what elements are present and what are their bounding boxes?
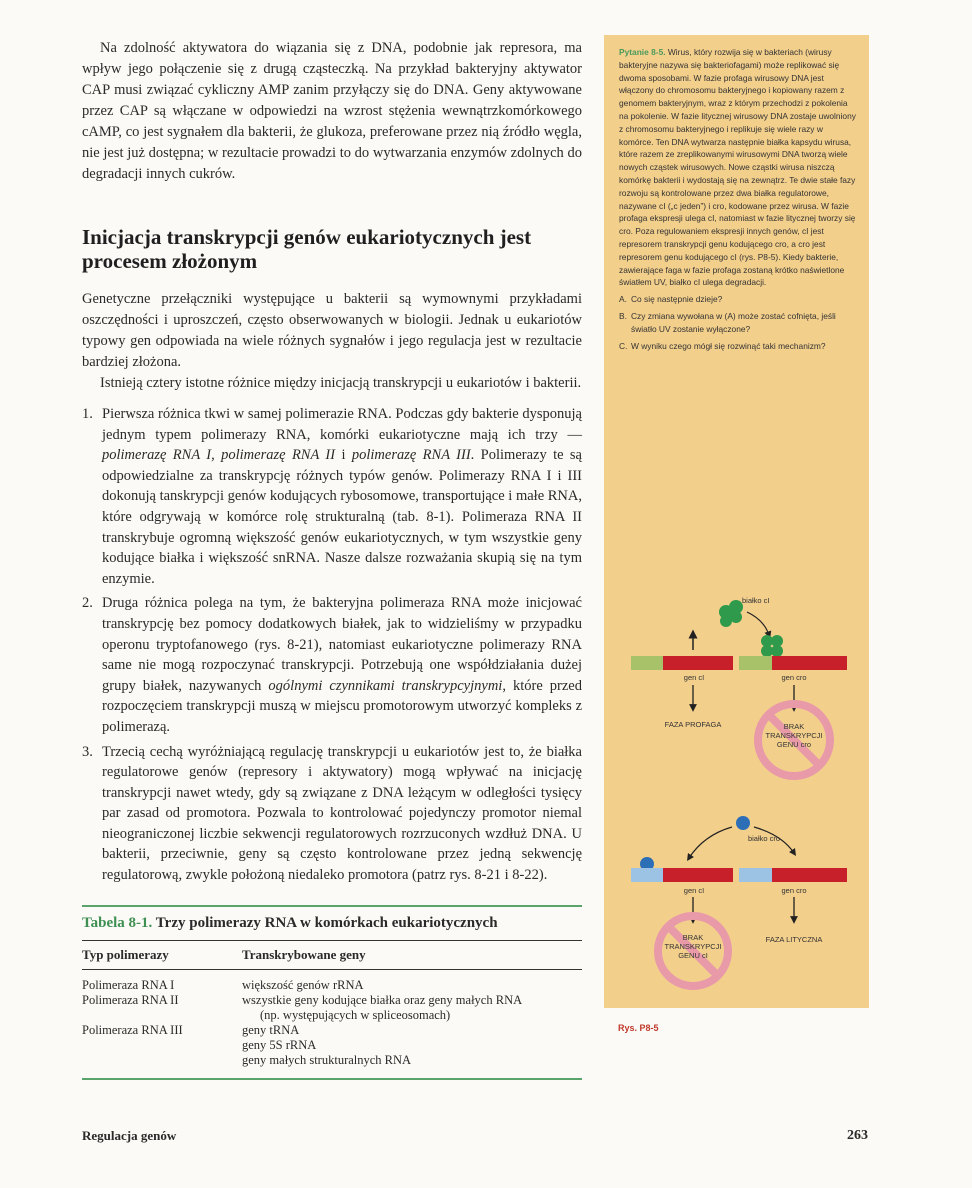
gene-ci-promoter-2 xyxy=(631,868,663,882)
label-gene-ci-2: gen cI xyxy=(683,886,705,895)
question-c: C. W wyniku czego mógł się rozwinąć taki mechanizm? xyxy=(619,340,826,351)
table-top-rule xyxy=(82,905,582,907)
figure-caption: Rys. P8-5 xyxy=(618,1023,659,1033)
table-caption xyxy=(82,915,582,932)
col-header-genes: Transkrybowane geny xyxy=(242,947,366,962)
question-body: Wirus, który rozwija się w bakteriach (wirusy bakteryjne nazywa się bakteriofagami) może replikować się dwoma sposobami. W fazie profaga wirusowy DNA jest włączony do chromosomu bakteryjnego i kopiowany razem z genomem bakteryjnym, wraz z którym przechodzi z pokolenia na pokolenie. W fazie litycznej wirusowy DNA zostaje uwolniony z chromosomu bakteryjnego i replikuje się wiele razy w komórce. Ten DNA wytwarza następnie białka kapsydu wirusa, które razem ze zreplikowanymi wirusowymi DNA tworzą wiele nowych cząstek wirusowych. Nowe cząstki wirusa niszczą komórkę bakterii i wydostają się na zewnątrz. Te dwie stałe fazy rozwoju są kontrolowane przez dwa białka regulatorowe, nazywane cI („c jeden”) i cro, kodowane przez wirusa. W fazie profaga ekspresji ulega cI, natomiast w fazie litycznej tworzy się cro. Poza regulowaniem ekspresji innych genów, cI jest represorem transkrypcji genu kodującego cro, a cro jest represorem genu kodującego cI (rys. P8-5). Kiedy bakterie, zawierające faga w fazie profaga zostaną krótko naświetlone światłem UV, białko cI ulega degradacji. xyxy=(619,47,856,288)
figure-p8-5 xyxy=(614,590,859,990)
question-b: B. Czy zmiana wywołana w (A) może zostać cofnięta, jeśli światło UV zostanie wyłączone? xyxy=(619,310,836,334)
protein-ci-bound xyxy=(761,635,783,657)
gene-cro-promoter-2 xyxy=(739,868,772,882)
table-title: Trzy polimerazy RNA w komórkach eukariotycznych xyxy=(155,915,498,931)
list-item: 2. Druga różnica polega na tym, że bakteryjna polimeraza RNA może inicjować transkrypcję bez pomocy dodatkowych białek, jak to widzieliśmy w przypadku operonu tryptofanowego (rys. 8-21), natomiast eukariotyczne polimerazy RNA same nie mogą rozpoczynać transkrypcji. Potrzebują one współdziałania dużej grupy białek, nazywanych ogólnymi czynnikami transkrypcyjnymi, które przed rozpoczęciem transkrypcji muszą w miejscu promotorowym utworzyć kompleks z polimerazą. xyxy=(82,595,582,735)
intro-paragraph: Na zdolność aktywatora do wiązania się z DNA, podobnie jak represora, ma wpływ jego połączenie się z drugą cząsteczką. Na przykład bakteryjny aktywator CAP musi związać cykliczny AMP zanim przyłączy się do DNA. Geny aktywowane przez CAP są włączane w odpowiedzi na wzrost stężenia wewnątrzkomórkowego cAMP, co jest sygnałem dla bakterii, że glukoza, preferowane przez nią źródło węgla, nie jest już dostępna; w rezultacie prowadzi to do wytwarzania enzymów zdolnych do degradacji innych cukrów. xyxy=(82,40,582,182)
protein-cro-free xyxy=(736,816,750,830)
protein-ci-free xyxy=(719,600,743,627)
col-header-type: Typ polimerazy xyxy=(82,947,169,962)
arrow-to-cro xyxy=(747,612,769,635)
label-gene-cro: gen cro xyxy=(781,673,807,682)
running-footer: Regulacja genów xyxy=(82,1128,177,1143)
label-protein-ci: białko cI xyxy=(742,596,770,605)
label-gene-cro-2: gen cro xyxy=(781,886,807,895)
label-phase-lytic: FAZA LITYCZNA xyxy=(765,935,823,944)
figure-diagram xyxy=(614,590,859,990)
polymerase-table xyxy=(82,905,582,1080)
question-title: Pytanie 8-5. xyxy=(619,47,666,57)
label-no-transcription-cro: BRAK TRANSKRYPCJI GENU cro xyxy=(765,722,823,749)
paragraph-1: Genetyczne przełączniki występujące u bakterii są wymownymi przykładami oszczędności i uproszczeń, często obserwowanych w biologii. Jednak u eukariotów typowy gen odpowiada na wiele różnych sygnałów i jego regulacja jest w rezultacie bardziej złożona. xyxy=(82,291,582,370)
dna-cro-2 xyxy=(772,868,847,882)
section-heading: Inicjacja transkrypcji genów eukariotycznych jest procesem złożonym xyxy=(82,225,532,273)
arrow-to-ci xyxy=(689,827,732,858)
list-item: 3. Trzecią cechą wyróżniającą regulację transkrypcji u eukariotów jest to, że białka regulatorowe genów (represory i aktywatory) mogą wpływać na inicjację transkrypcji nawet wtedy, gdy są związane z DNA leżącym w odległości tysięcy par zasad od promotora. Pozwala to kontrolować pojedynczy promotor niemal nieograniczonej liczbie sekwencji regulatorowych rozrzuconych wzdłuż DNA. U bakterii, przeciwnie, geny są często kontrolowane przez jedną sekwencję regulatorową, zwykle położoną niedaleko promotora (patrz rys. 8-21 i 8-22). xyxy=(82,743,582,884)
gene-cro-promoter xyxy=(739,656,772,670)
gene-ci-promoter xyxy=(631,656,663,670)
page-footer xyxy=(82,1128,868,1144)
label-protein-cro: białko cro xyxy=(747,834,781,843)
table-header xyxy=(82,941,582,969)
table-label: Tabela 8-1. xyxy=(82,915,153,931)
table-row: (np. występujących w spliceosomach) xyxy=(260,1008,451,1022)
paragraph-2: Istnieją cztery istotne różnice między inicjacją transkrypcji u eukariotów i bakterii. xyxy=(100,375,582,391)
list-item: 1. Pierwsza różnica tkwi w samej polimerazie RNA. Podczas gdy bakterie dysponują jednym typem polimerazy RNA, komórki eukariotyczne mają ich trzy — polimerazę RNA I, polimerazę RNA II i polimerazę RNA III. Polimerazy te są odpowiedzialne za transkrypcję różnych typów genów. Polimerazy RNA I i III dokonują tanskrypcji genów kodujących rybosomowe, transportujące i małe RNA, które odgrywają w komórce rolę strukturalną (tab. 8-1). Polimeraza RNA II transkrybuje ogromną większość genów eukariotycznych, w tym wszystkie geny kodujące białka i większość snRNA. Nasze dalsze rozważania skupią się na tym enzymie. xyxy=(82,406,582,587)
label-no-transcription-ci: BRAK TRANSKRYPCJI GENU cI xyxy=(664,933,722,960)
label-phase-prophage: FAZA PROFAGA xyxy=(664,720,722,729)
table-row: Polimeraza RNA II wszystkie geny kodujące białka oraz geny małych RNA xyxy=(82,993,523,1007)
table-bottom-rule xyxy=(82,1078,582,1080)
table-row: geny 5S rRNA xyxy=(242,1038,317,1052)
page-number: 263 xyxy=(847,1128,868,1143)
table-row: Polimeraza RNA I większość genów rRNA xyxy=(82,978,364,992)
sidebar-text xyxy=(604,35,869,352)
question-a: A. Co się następnie dzieje? xyxy=(619,294,723,305)
differences-list xyxy=(82,404,582,886)
table-row: geny małych strukturalnych RNA xyxy=(242,1053,412,1067)
dna-ci xyxy=(663,656,733,670)
dna-cro xyxy=(772,656,847,670)
dna-ci-2 xyxy=(663,868,733,882)
question-sidebar xyxy=(604,35,869,1033)
table-body xyxy=(82,970,582,1078)
table-row: Polimeraza RNA III geny tRNA xyxy=(82,1023,300,1037)
main-column xyxy=(82,38,582,890)
label-gene-ci: gen cI xyxy=(683,673,705,682)
